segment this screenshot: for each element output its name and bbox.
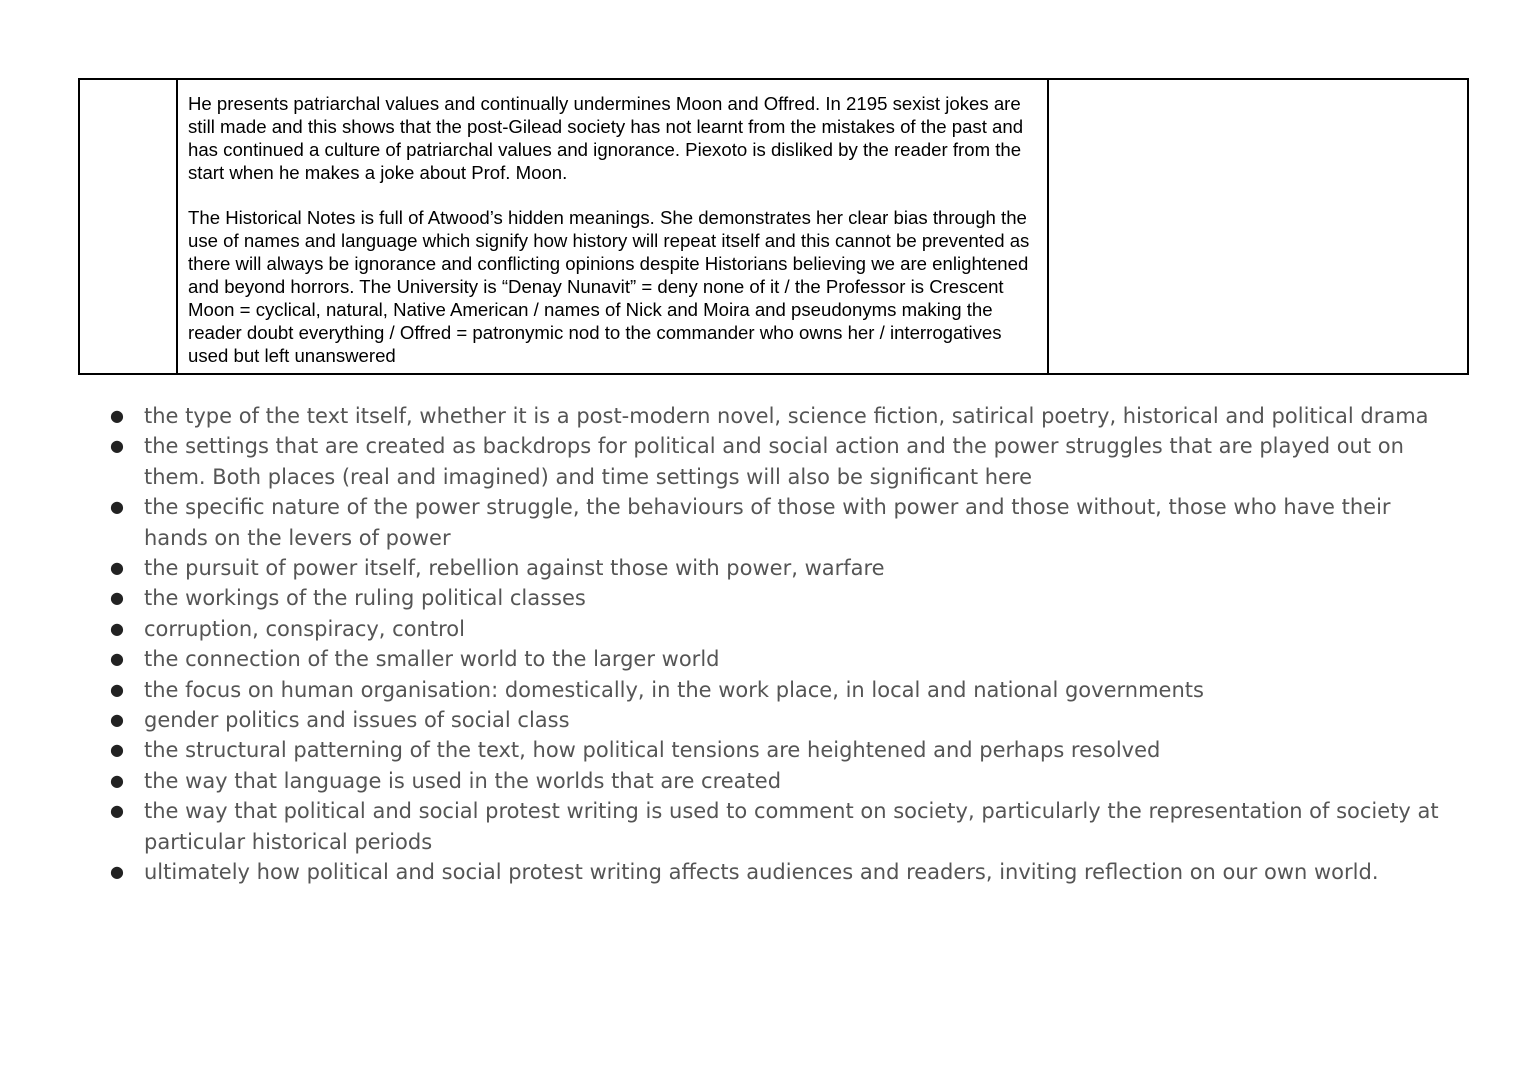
- notes-table: [78, 78, 1469, 375]
- notes-text: [178, 80, 1047, 367]
- notes-paragraph-2: The Historical Notes is full of Atwood’s hidden meanings. She demonstrates her clear bias through the use of names and language which signify how history will repeat itself and this cannot be prevented as there will always be ignorance and conflicting opinions despite Historians believing we are enlightened and beyond horrors. The University is “Denay Nunavit” = deny none of it / the Professor is Crescent Moon = cyclical, natural, Native American / names of Nick and Moira and pseudonyms making the reader doubt everything / Offred = patronymic nod to the commander who owns her / interrogatives used but left unanswered: [188, 207, 1030, 366]
- bullet-dot-icon: ●: [110, 801, 124, 821]
- list-item: [110, 857, 1460, 887]
- list-item-text: the way that political and social protest writing is used to comment on society, particularly the representation of society at particular historical periods: [144, 799, 1439, 854]
- bullet-dot-icon: ●: [110, 770, 124, 790]
- list-item-text: the way that language is used in the worlds that are created: [144, 768, 782, 793]
- bullet-dot-icon: ●: [110, 406, 124, 425]
- list-item: [110, 431, 1460, 492]
- bullet-dot-icon: ●: [110, 679, 124, 699]
- list-item: [110, 735, 1460, 765]
- list-item-text: corruption, conspiracy, control: [144, 616, 465, 641]
- list-item-text: the settings that are created as backdrops for political and social action and the power struggles that are played out on them. Both places (real and imagined) and time settings will also be significant here: [144, 434, 1404, 489]
- bullet-dot-icon: ●: [110, 862, 124, 882]
- list-item: [110, 553, 1460, 583]
- table-cell-notes: [177, 79, 1048, 374]
- list-item: [110, 796, 1460, 857]
- list-item: [110, 766, 1460, 796]
- bullet-dot-icon: ●: [110, 558, 124, 578]
- list-item: [110, 705, 1460, 735]
- list-item: [110, 644, 1460, 674]
- list-item: [110, 583, 1460, 613]
- list-item-text: the workings of the ruling political classes: [144, 586, 586, 611]
- list-item-text: gender politics and issues of social class: [144, 708, 570, 733]
- table-row: [79, 79, 1468, 374]
- list-item-text: the connection of the smaller world to the larger world: [144, 647, 720, 672]
- table-cell-right-empty: [1048, 79, 1468, 374]
- bullet-dot-icon: ●: [110, 618, 124, 638]
- bullet-dot-icon: ●: [110, 588, 124, 608]
- bullet-dot-icon: ●: [110, 710, 124, 730]
- bullet-dot-icon: ●: [110, 740, 124, 760]
- notes-paragraph-1: He presents patriarchal values and continually undermines Moon and Offred. In 2195 sexist jokes are still made and this shows that the post-Gilead society has not learnt from the mistakes of the past and has continued a culture of patriarchal values and ignorance. Piexoto is disliked by the reader from the start when he makes a joke about Prof. Moon.: [188, 93, 1024, 183]
- bullet-dot-icon: ●: [110, 436, 124, 456]
- list-item-text: the focus on human organisation: domestically, in the work place, in local and national governments: [144, 677, 1204, 702]
- list-item-text: the structural patterning of the text, how political tensions are heightened and perhaps resolved: [144, 738, 1161, 763]
- list-item: [110, 401, 1460, 431]
- bullet-dot-icon: ●: [110, 649, 124, 669]
- list-item: [110, 492, 1460, 553]
- bullet-list: [110, 401, 1460, 888]
- list-item: [110, 675, 1460, 705]
- list-item-text: the pursuit of power itself, rebellion against those with power, warfare: [144, 556, 885, 581]
- table-cell-left-empty: [79, 79, 177, 374]
- list-item-text: the specific nature of the power struggle, the behaviours of those with power and those without, those who have their hands on the levers of power: [144, 495, 1391, 550]
- list-item-text: the type of the text itself, whether it is a post-modern novel, science fiction, satirical poetry, historical and political drama: [144, 404, 1429, 428]
- list-item: [110, 614, 1460, 644]
- bullet-dot-icon: ●: [110, 497, 124, 517]
- list-item-text: ultimately how political and social protest writing affects audiences and readers, inviting reflection on our own world.: [144, 860, 1379, 885]
